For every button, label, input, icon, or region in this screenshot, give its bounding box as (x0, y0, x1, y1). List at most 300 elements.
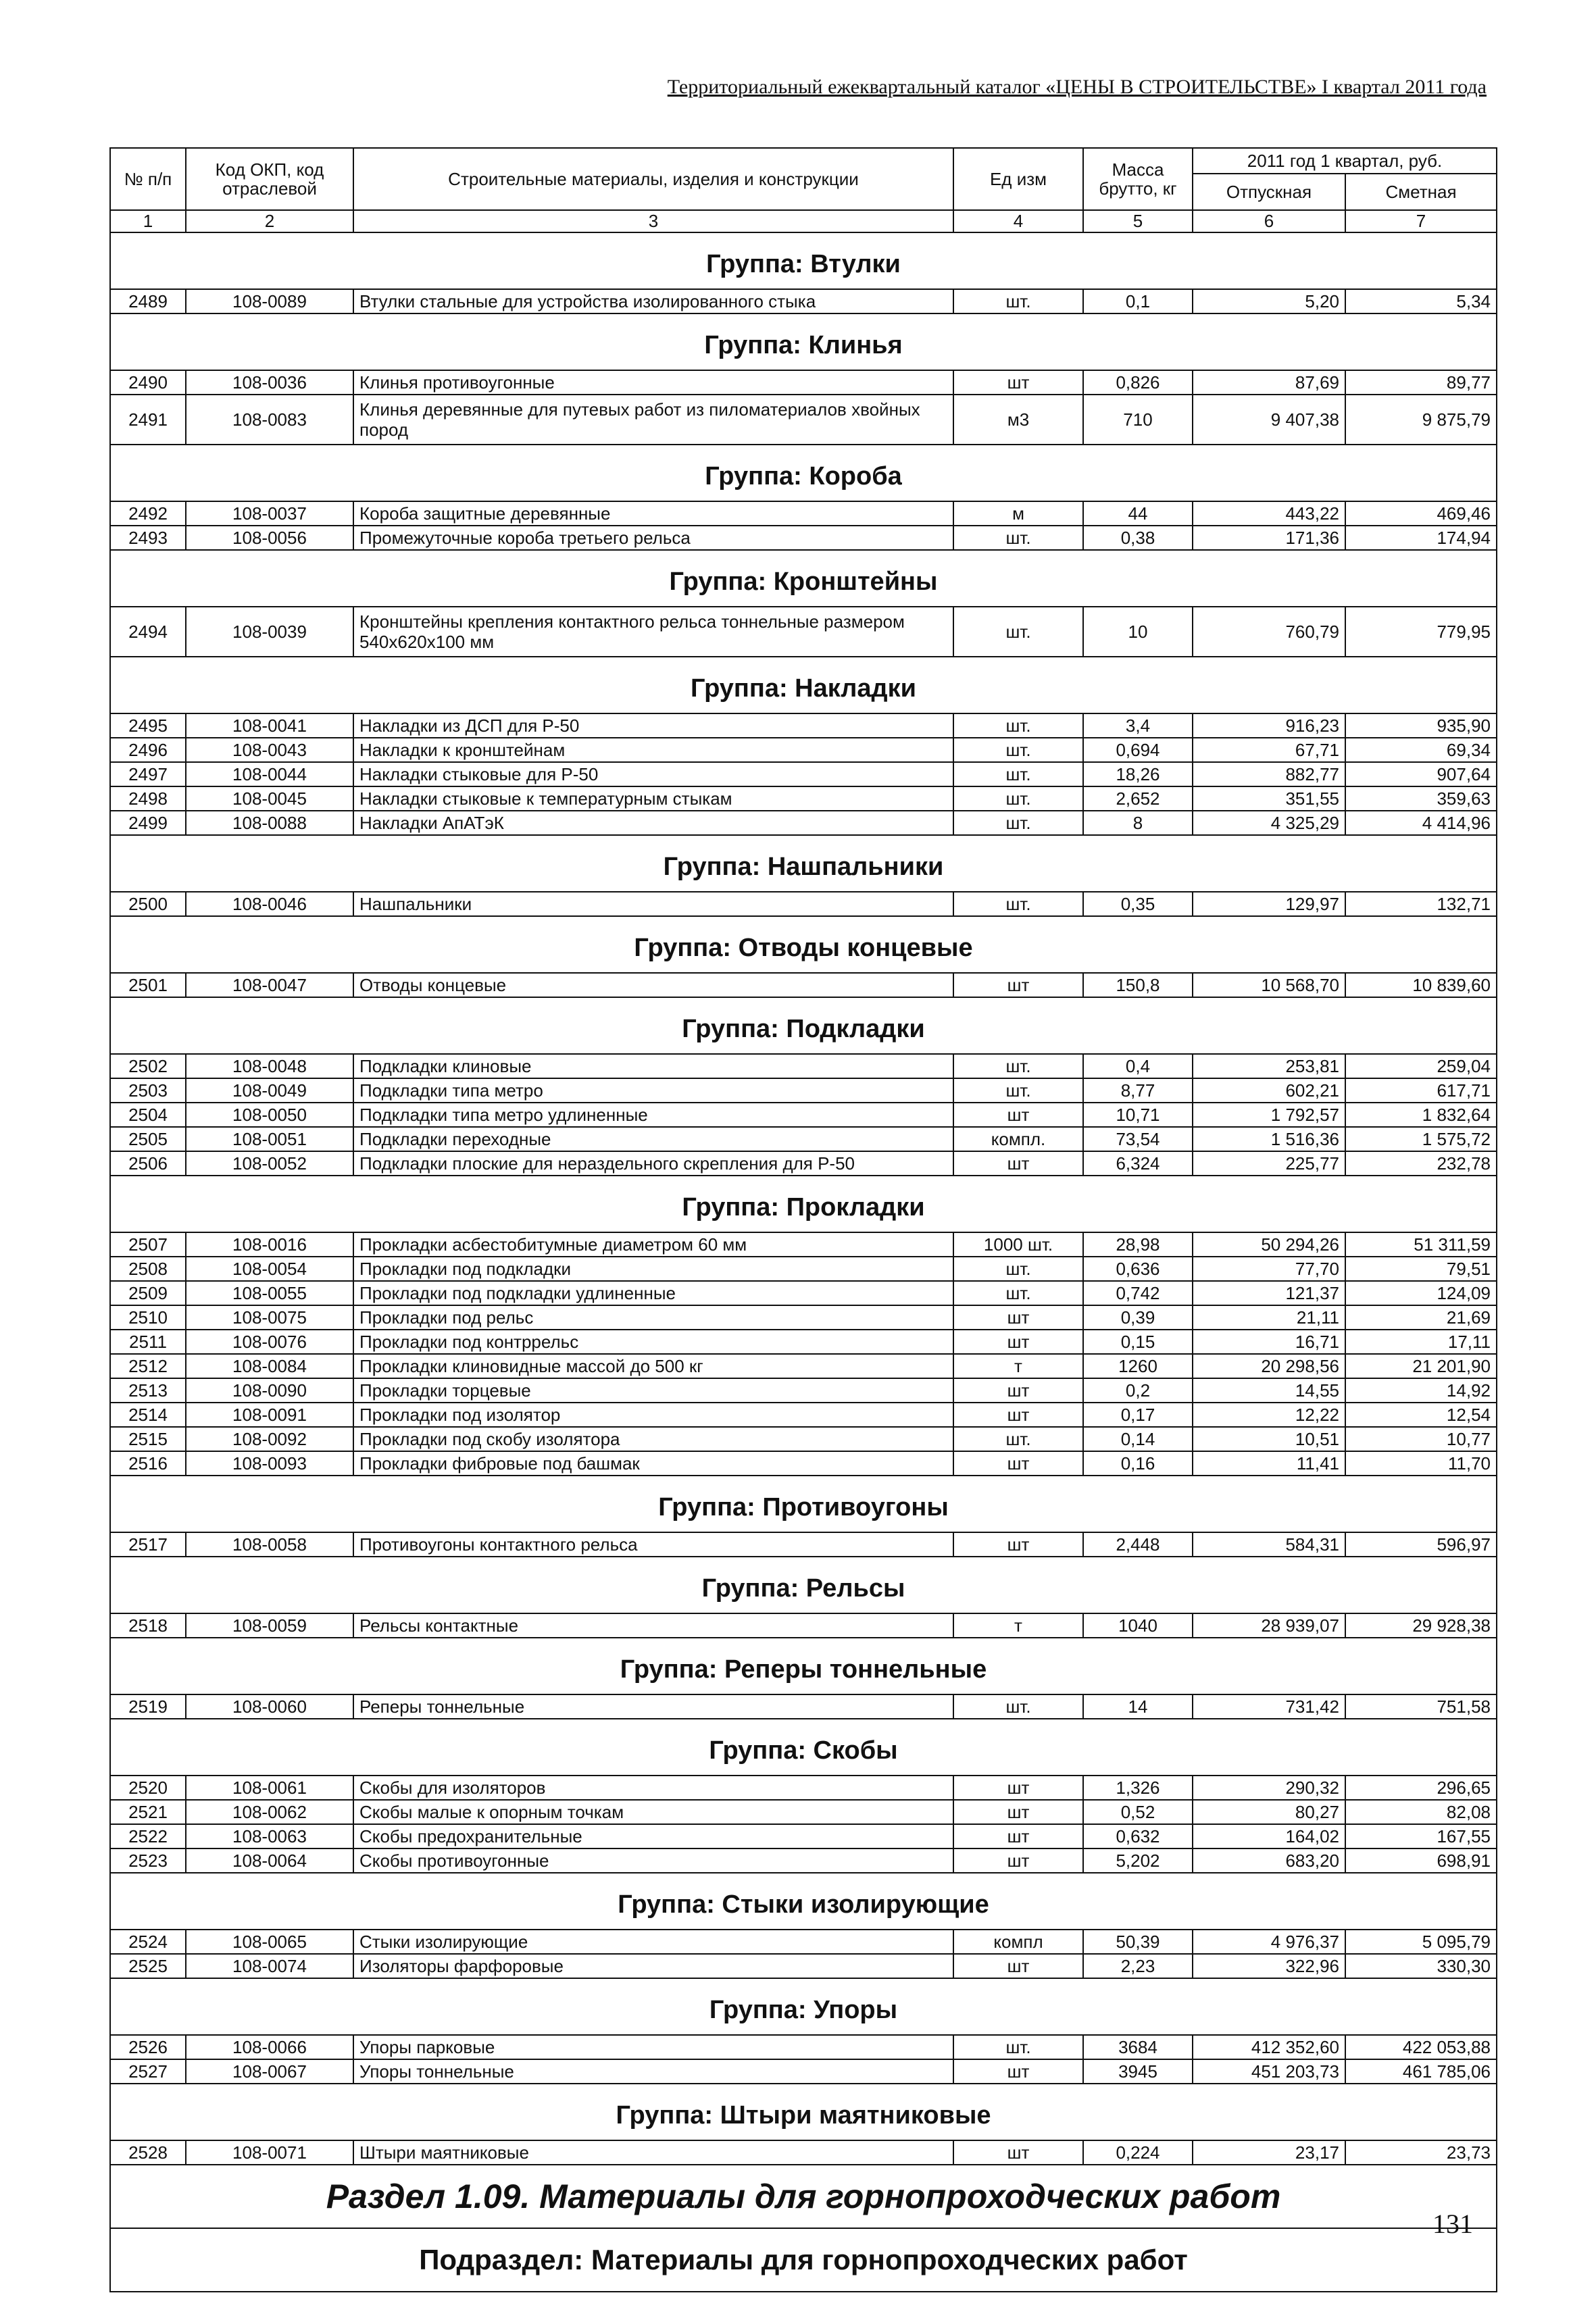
table-row (110, 1694, 1497, 1719)
row-name: Реперы тоннельные (353, 1694, 953, 1719)
row-release-price: 1 516,36 (1193, 1127, 1345, 1151)
row-code: 108-0050 (186, 1103, 353, 1127)
row-code: 108-0046 (186, 892, 353, 916)
row-code: 108-0092 (186, 1427, 353, 1451)
row-number: 2526 (110, 2035, 186, 2059)
row-number: 2498 (110, 786, 186, 811)
group-title: Группа: Штыри маятниковые (110, 2084, 1497, 2140)
col-number: 5 (1083, 210, 1193, 232)
row-mass: 0,694 (1083, 738, 1193, 762)
row-number: 2500 (110, 892, 186, 916)
row-release-price: 760,79 (1193, 607, 1345, 657)
row-name: Прокладки под контррельс (353, 1330, 953, 1354)
row-unit: шт. (953, 526, 1083, 550)
row-estimate-price: 51 311,59 (1345, 1232, 1497, 1257)
table-row (110, 1232, 1497, 1257)
row-code: 108-0037 (186, 501, 353, 526)
row-number: 2507 (110, 1232, 186, 1257)
row-release-price: 683,20 (1193, 1848, 1345, 1873)
row-unit: шт. (953, 1427, 1083, 1451)
row-release-price: 4 976,37 (1193, 1930, 1345, 1954)
row-code: 108-0039 (186, 607, 353, 657)
row-release-price: 731,42 (1193, 1694, 1345, 1719)
row-number: 2502 (110, 1054, 186, 1078)
row-number: 2519 (110, 1694, 186, 1719)
row-unit: шт. (953, 738, 1083, 762)
group-row (110, 1476, 1497, 1532)
row-name: Упоры тоннельные (353, 2059, 953, 2084)
row-mass: 73,54 (1083, 1127, 1193, 1151)
row-code: 108-0084 (186, 1354, 353, 1378)
col-num-header: № п/п (110, 148, 186, 210)
row-code: 108-0061 (186, 1776, 353, 1800)
row-mass: 14 (1083, 1694, 1193, 1719)
row-name: Прокладки под скобу изолятора (353, 1427, 953, 1451)
row-unit: шт. (953, 607, 1083, 657)
row-unit: т (953, 1613, 1083, 1638)
row-release-price: 14,55 (1193, 1378, 1345, 1403)
row-release-price: 171,36 (1193, 526, 1345, 550)
row-code: 108-0088 (186, 811, 353, 835)
row-name: Скобы предохранительные (353, 1824, 953, 1848)
row-release-price: 5,20 (1193, 289, 1345, 313)
group-title: Группа: Скобы (110, 1719, 1497, 1776)
table-row (110, 1403, 1497, 1427)
row-number: 2504 (110, 1103, 186, 1127)
group-row (110, 1719, 1497, 1776)
group-title: Группа: Нашпальники (110, 835, 1497, 892)
row-code: 108-0045 (186, 786, 353, 811)
row-unit: шт (953, 1776, 1083, 1800)
table-row (110, 1427, 1497, 1451)
group-title: Группа: Противоугоны (110, 1476, 1497, 1532)
table-row (110, 289, 1497, 313)
row-estimate-price: 132,71 (1345, 892, 1497, 916)
row-mass: 0,35 (1083, 892, 1193, 916)
row-release-price: 77,70 (1193, 1257, 1345, 1281)
row-code: 108-0036 (186, 370, 353, 395)
row-unit: шт (953, 1451, 1083, 1476)
col-period-header: 2011 год 1 квартал, руб. (1193, 148, 1497, 174)
table-row (110, 2059, 1497, 2084)
row-release-price: 584,31 (1193, 1532, 1345, 1557)
row-number: 2511 (110, 1330, 186, 1354)
catalog-header: Территориальный ежеквартальный каталог «ЦЕНЫ В СТРОИТЕЛЬСТВЕ» I квартал 2011 года (667, 76, 1487, 98)
row-estimate-price: 21 201,90 (1345, 1354, 1497, 1378)
row-mass: 0,636 (1083, 1257, 1193, 1281)
col-number: 3 (353, 210, 953, 232)
row-unit: шт (953, 2140, 1083, 2165)
row-release-price: 10 568,70 (1193, 973, 1345, 997)
table-row (110, 1613, 1497, 1638)
row-estimate-price: 469,46 (1345, 501, 1497, 526)
row-code: 108-0044 (186, 762, 353, 786)
row-name: Противоугоны контактного рельса (353, 1532, 953, 1557)
group-row (110, 1176, 1497, 1232)
row-code: 108-0090 (186, 1378, 353, 1403)
row-mass: 0,38 (1083, 526, 1193, 550)
row-number: 2492 (110, 501, 186, 526)
row-estimate-price: 1 575,72 (1345, 1127, 1497, 1151)
row-code: 108-0067 (186, 2059, 353, 2084)
row-estimate-price: 935,90 (1345, 713, 1497, 738)
row-number: 2515 (110, 1427, 186, 1451)
row-estimate-price: 167,55 (1345, 1824, 1497, 1848)
row-release-price: 50 294,26 (1193, 1232, 1345, 1257)
row-unit: шт. (953, 1694, 1083, 1719)
row-unit: шт (953, 973, 1083, 997)
table-row (110, 501, 1497, 526)
row-name: Скобы для изоляторов (353, 1776, 953, 1800)
row-number: 2516 (110, 1451, 186, 1476)
row-release-price: 412 352,60 (1193, 2035, 1345, 2059)
row-estimate-price: 617,71 (1345, 1078, 1497, 1103)
row-release-price: 28 939,07 (1193, 1613, 1345, 1638)
row-unit: м3 (953, 395, 1083, 445)
group-row (110, 1638, 1497, 1694)
group-row (110, 1873, 1497, 1930)
row-unit: шт (953, 1330, 1083, 1354)
table-row (110, 1776, 1497, 1800)
row-mass: 8,77 (1083, 1078, 1193, 1103)
row-name: Подкладки типа метро (353, 1078, 953, 1103)
row-unit: шт. (953, 786, 1083, 811)
row-estimate-price: 82,08 (1345, 1800, 1497, 1824)
group-row (110, 2084, 1497, 2140)
row-unit: шт. (953, 1257, 1083, 1281)
row-code: 108-0041 (186, 713, 353, 738)
table-row (110, 1151, 1497, 1176)
group-title: Группа: Рельсы (110, 1557, 1497, 1613)
row-mass: 0,742 (1083, 1281, 1193, 1305)
row-code: 108-0089 (186, 289, 353, 313)
row-unit: шт (953, 1824, 1083, 1848)
group-title: Группа: Клинья (110, 313, 1497, 370)
row-number: 2518 (110, 1613, 186, 1638)
row-release-price: 1 792,57 (1193, 1103, 1345, 1127)
col-number: 4 (953, 210, 1083, 232)
row-name: Стыки изолирующие (353, 1930, 953, 1954)
row-unit: шт. (953, 289, 1083, 313)
row-code: 108-0075 (186, 1305, 353, 1330)
row-code: 108-0048 (186, 1054, 353, 1078)
row-release-price: 10,51 (1193, 1427, 1345, 1451)
row-unit: шт. (953, 892, 1083, 916)
row-number: 2520 (110, 1776, 186, 1800)
row-release-price: 290,32 (1193, 1776, 1345, 1800)
row-name: Прокладки под подкладки (353, 1257, 953, 1281)
row-code: 108-0058 (186, 1532, 353, 1557)
table-row (110, 1930, 1497, 1954)
section-title: Раздел 1.09. Материалы для горнопроходческих работ (110, 2165, 1497, 2228)
row-estimate-price: 751,58 (1345, 1694, 1497, 1719)
row-number: 2512 (110, 1354, 186, 1378)
row-release-price: 80,27 (1193, 1800, 1345, 1824)
row-number: 2527 (110, 2059, 186, 2084)
table-row (110, 738, 1497, 762)
row-mass: 0,1 (1083, 289, 1193, 313)
row-code: 108-0076 (186, 1330, 353, 1354)
table-row (110, 811, 1497, 835)
row-number: 2528 (110, 2140, 186, 2165)
row-release-price: 11,41 (1193, 1451, 1345, 1476)
row-name: Прокладки клиновидные массой до 500 кг (353, 1354, 953, 1378)
row-mass: 710 (1083, 395, 1193, 445)
group-title: Группа: Подкладки (110, 997, 1497, 1054)
row-number: 2523 (110, 1848, 186, 1873)
table-row (110, 1257, 1497, 1281)
row-estimate-price: 174,94 (1345, 526, 1497, 550)
row-unit: шт. (953, 1054, 1083, 1078)
row-name: Подкладки переходные (353, 1127, 953, 1151)
subsection-row (110, 2228, 1497, 2292)
row-name: Упоры парковые (353, 2035, 953, 2059)
row-mass: 0,16 (1083, 1451, 1193, 1476)
row-release-price: 9 407,38 (1193, 395, 1345, 445)
table-row (110, 1800, 1497, 1824)
row-name: Прокладки под рельс (353, 1305, 953, 1330)
group-row (110, 232, 1497, 289)
row-code: 108-0066 (186, 2035, 353, 2059)
group-row (110, 835, 1497, 892)
group-title: Группа: Реперы тоннельные (110, 1638, 1497, 1694)
table-row (110, 395, 1497, 445)
table-row (110, 973, 1497, 997)
row-release-price: 351,55 (1193, 786, 1345, 811)
row-release-price: 23,17 (1193, 2140, 1345, 2165)
table-row (110, 1532, 1497, 1557)
row-release-price: 129,97 (1193, 892, 1345, 916)
row-number: 2510 (110, 1305, 186, 1330)
table-row (110, 1451, 1497, 1476)
row-estimate-price: 232,78 (1345, 1151, 1497, 1176)
row-mass: 28,98 (1083, 1232, 1193, 1257)
row-name: Прокладки торцевые (353, 1378, 953, 1403)
row-number: 2525 (110, 1954, 186, 1978)
row-number: 2524 (110, 1930, 186, 1954)
table-row (110, 1127, 1497, 1151)
row-estimate-price: 124,09 (1345, 1281, 1497, 1305)
row-estimate-price: 11,70 (1345, 1451, 1497, 1476)
row-release-price: 4 325,29 (1193, 811, 1345, 835)
row-estimate-price: 296,65 (1345, 1776, 1497, 1800)
row-name: Штыри маятниковые (353, 2140, 953, 2165)
row-release-price: 602,21 (1193, 1078, 1345, 1103)
row-estimate-price: 5,34 (1345, 289, 1497, 313)
row-mass: 1040 (1083, 1613, 1193, 1638)
row-number: 2503 (110, 1078, 186, 1103)
col-code-header: Код ОКП, код отраслевой (186, 148, 353, 210)
row-unit: шт (953, 1103, 1083, 1127)
col-number: 7 (1345, 210, 1497, 232)
group-title: Группа: Накладки (110, 657, 1497, 713)
group-row (110, 445, 1497, 501)
row-mass: 2,23 (1083, 1954, 1193, 1978)
row-mass: 2,652 (1083, 786, 1193, 811)
row-unit: шт. (953, 1281, 1083, 1305)
row-mass: 5,202 (1083, 1848, 1193, 1873)
row-code: 108-0055 (186, 1281, 353, 1305)
row-release-price: 443,22 (1193, 501, 1345, 526)
table-row (110, 1330, 1497, 1354)
col-number: 2 (186, 210, 353, 232)
row-unit: шт (953, 1848, 1083, 1873)
row-estimate-price: 259,04 (1345, 1054, 1497, 1078)
subsection-title: Подраздел: Материалы для горнопроходческих работ (110, 2228, 1497, 2292)
row-name: Подкладки плоские для нераздельного скрепления для Р-50 (353, 1151, 953, 1176)
row-mass: 0,632 (1083, 1824, 1193, 1848)
group-title: Группа: Втулки (110, 232, 1497, 289)
table-body (110, 232, 1497, 2165)
row-unit: шт. (953, 811, 1083, 835)
row-unit: шт. (953, 762, 1083, 786)
row-estimate-price: 596,97 (1345, 1532, 1497, 1557)
row-release-price: 253,81 (1193, 1054, 1345, 1078)
table-row (110, 526, 1497, 550)
row-name: Скобы малые к опорным точкам (353, 1800, 953, 1824)
group-row (110, 657, 1497, 713)
col-release-header: Отпускная (1193, 174, 1345, 210)
group-title: Группа: Стыки изолирующие (110, 1873, 1497, 1930)
row-name: Короба защитные деревянные (353, 501, 953, 526)
row-code: 108-0059 (186, 1613, 353, 1638)
row-unit: компл (953, 1930, 1083, 1954)
col-estimate-header: Сметная (1345, 174, 1497, 210)
row-unit: шт (953, 1954, 1083, 1978)
row-number: 2513 (110, 1378, 186, 1403)
row-name: Клинья противоугонные (353, 370, 953, 395)
row-estimate-price: 10 839,60 (1345, 973, 1497, 997)
row-estimate-price: 12,54 (1345, 1403, 1497, 1427)
row-estimate-price: 23,73 (1345, 2140, 1497, 2165)
row-unit: компл. (953, 1127, 1083, 1151)
row-estimate-price: 5 095,79 (1345, 1930, 1497, 1954)
table-row (110, 1305, 1497, 1330)
row-code: 108-0071 (186, 2140, 353, 2165)
section-row (110, 2165, 1497, 2228)
row-unit: шт (953, 2059, 1083, 2084)
row-code: 108-0065 (186, 1930, 353, 1954)
table-row (110, 1281, 1497, 1305)
row-name: Накладки стыковые к температурным стыкам (353, 786, 953, 811)
row-mass: 0,14 (1083, 1427, 1193, 1451)
row-name: Скобы противоугонные (353, 1848, 953, 1873)
row-name: Изоляторы фарфоровые (353, 1954, 953, 1978)
row-estimate-price: 1 832,64 (1345, 1103, 1497, 1127)
table-header (110, 148, 1497, 232)
row-mass: 10 (1083, 607, 1193, 657)
row-release-price: 21,11 (1193, 1305, 1345, 1330)
table-row (110, 1078, 1497, 1103)
row-code: 108-0060 (186, 1694, 353, 1719)
row-unit: шт. (953, 713, 1083, 738)
row-code: 108-0054 (186, 1257, 353, 1281)
group-row (110, 1557, 1497, 1613)
row-mass: 0,224 (1083, 2140, 1193, 2165)
row-code: 108-0051 (186, 1127, 353, 1151)
row-code: 108-0052 (186, 1151, 353, 1176)
row-estimate-price: 21,69 (1345, 1305, 1497, 1330)
row-mass: 44 (1083, 501, 1193, 526)
row-code: 108-0083 (186, 395, 353, 445)
row-unit: шт (953, 370, 1083, 395)
row-mass: 8 (1083, 811, 1193, 835)
row-estimate-price: 461 785,06 (1345, 2059, 1497, 2084)
row-number: 2491 (110, 395, 186, 445)
table-row (110, 786, 1497, 811)
row-mass: 0,2 (1083, 1378, 1193, 1403)
table-row (110, 1824, 1497, 1848)
group-row (110, 997, 1497, 1054)
row-release-price: 16,71 (1193, 1330, 1345, 1354)
row-number: 2506 (110, 1151, 186, 1176)
row-release-price: 451 203,73 (1193, 2059, 1345, 2084)
row-number: 2493 (110, 526, 186, 550)
row-estimate-price: 10,77 (1345, 1427, 1497, 1451)
row-mass: 6,324 (1083, 1151, 1193, 1176)
row-code: 108-0091 (186, 1403, 353, 1427)
row-name: Клинья деревянные для путевых работ из пиломатериалов хвойных пород (353, 395, 953, 445)
row-number: 2508 (110, 1257, 186, 1281)
row-number: 2495 (110, 713, 186, 738)
group-row (110, 1978, 1497, 2035)
table-row (110, 607, 1497, 657)
row-estimate-price: 698,91 (1345, 1848, 1497, 1873)
row-code: 108-0093 (186, 1451, 353, 1476)
row-name: Накладки из ДСП для Р-50 (353, 713, 953, 738)
table-row (110, 1954, 1497, 1978)
row-release-price: 87,69 (1193, 370, 1345, 395)
group-title: Группа: Упоры (110, 1978, 1497, 2035)
group-title: Группа: Прокладки (110, 1176, 1497, 1232)
row-name: Рельсы контактные (353, 1613, 953, 1638)
row-number: 2489 (110, 289, 186, 313)
page-number: 131 (1432, 2209, 1473, 2239)
row-mass: 0,15 (1083, 1330, 1193, 1354)
group-row (110, 313, 1497, 370)
row-code: 108-0049 (186, 1078, 353, 1103)
row-mass: 0,39 (1083, 1305, 1193, 1330)
row-code: 108-0047 (186, 973, 353, 997)
row-unit: м (953, 501, 1083, 526)
table-row (110, 370, 1497, 395)
table-row (110, 1054, 1497, 1078)
row-name: Кронштейны крепления контактного рельса тоннельные размером 540x620x100 мм (353, 607, 953, 657)
col-unit-header: Ед изм (953, 148, 1083, 210)
row-release-price: 20 298,56 (1193, 1354, 1345, 1378)
row-estimate-price: 89,77 (1345, 370, 1497, 395)
row-code: 108-0064 (186, 1848, 353, 1873)
row-unit: т (953, 1354, 1083, 1378)
table-row (110, 2140, 1497, 2165)
row-code: 108-0062 (186, 1800, 353, 1824)
row-name: Прокладки под подкладки удлиненные (353, 1281, 953, 1305)
table-row (110, 2035, 1497, 2059)
row-mass: 0,4 (1083, 1054, 1193, 1078)
row-code: 108-0016 (186, 1232, 353, 1257)
row-release-price: 12,22 (1193, 1403, 1345, 1427)
row-name: Отводы концевые (353, 973, 953, 997)
row-number: 2521 (110, 1800, 186, 1824)
row-mass: 1260 (1083, 1354, 1193, 1378)
row-unit: шт (953, 1378, 1083, 1403)
column-numbers-row (110, 210, 1497, 232)
row-number: 2496 (110, 738, 186, 762)
col-name-header: Строительные материалы, изделия и конструкции (353, 148, 953, 210)
row-release-price: 322,96 (1193, 1954, 1345, 1978)
row-name: Накладки АпАТэК (353, 811, 953, 835)
row-number: 2514 (110, 1403, 186, 1427)
